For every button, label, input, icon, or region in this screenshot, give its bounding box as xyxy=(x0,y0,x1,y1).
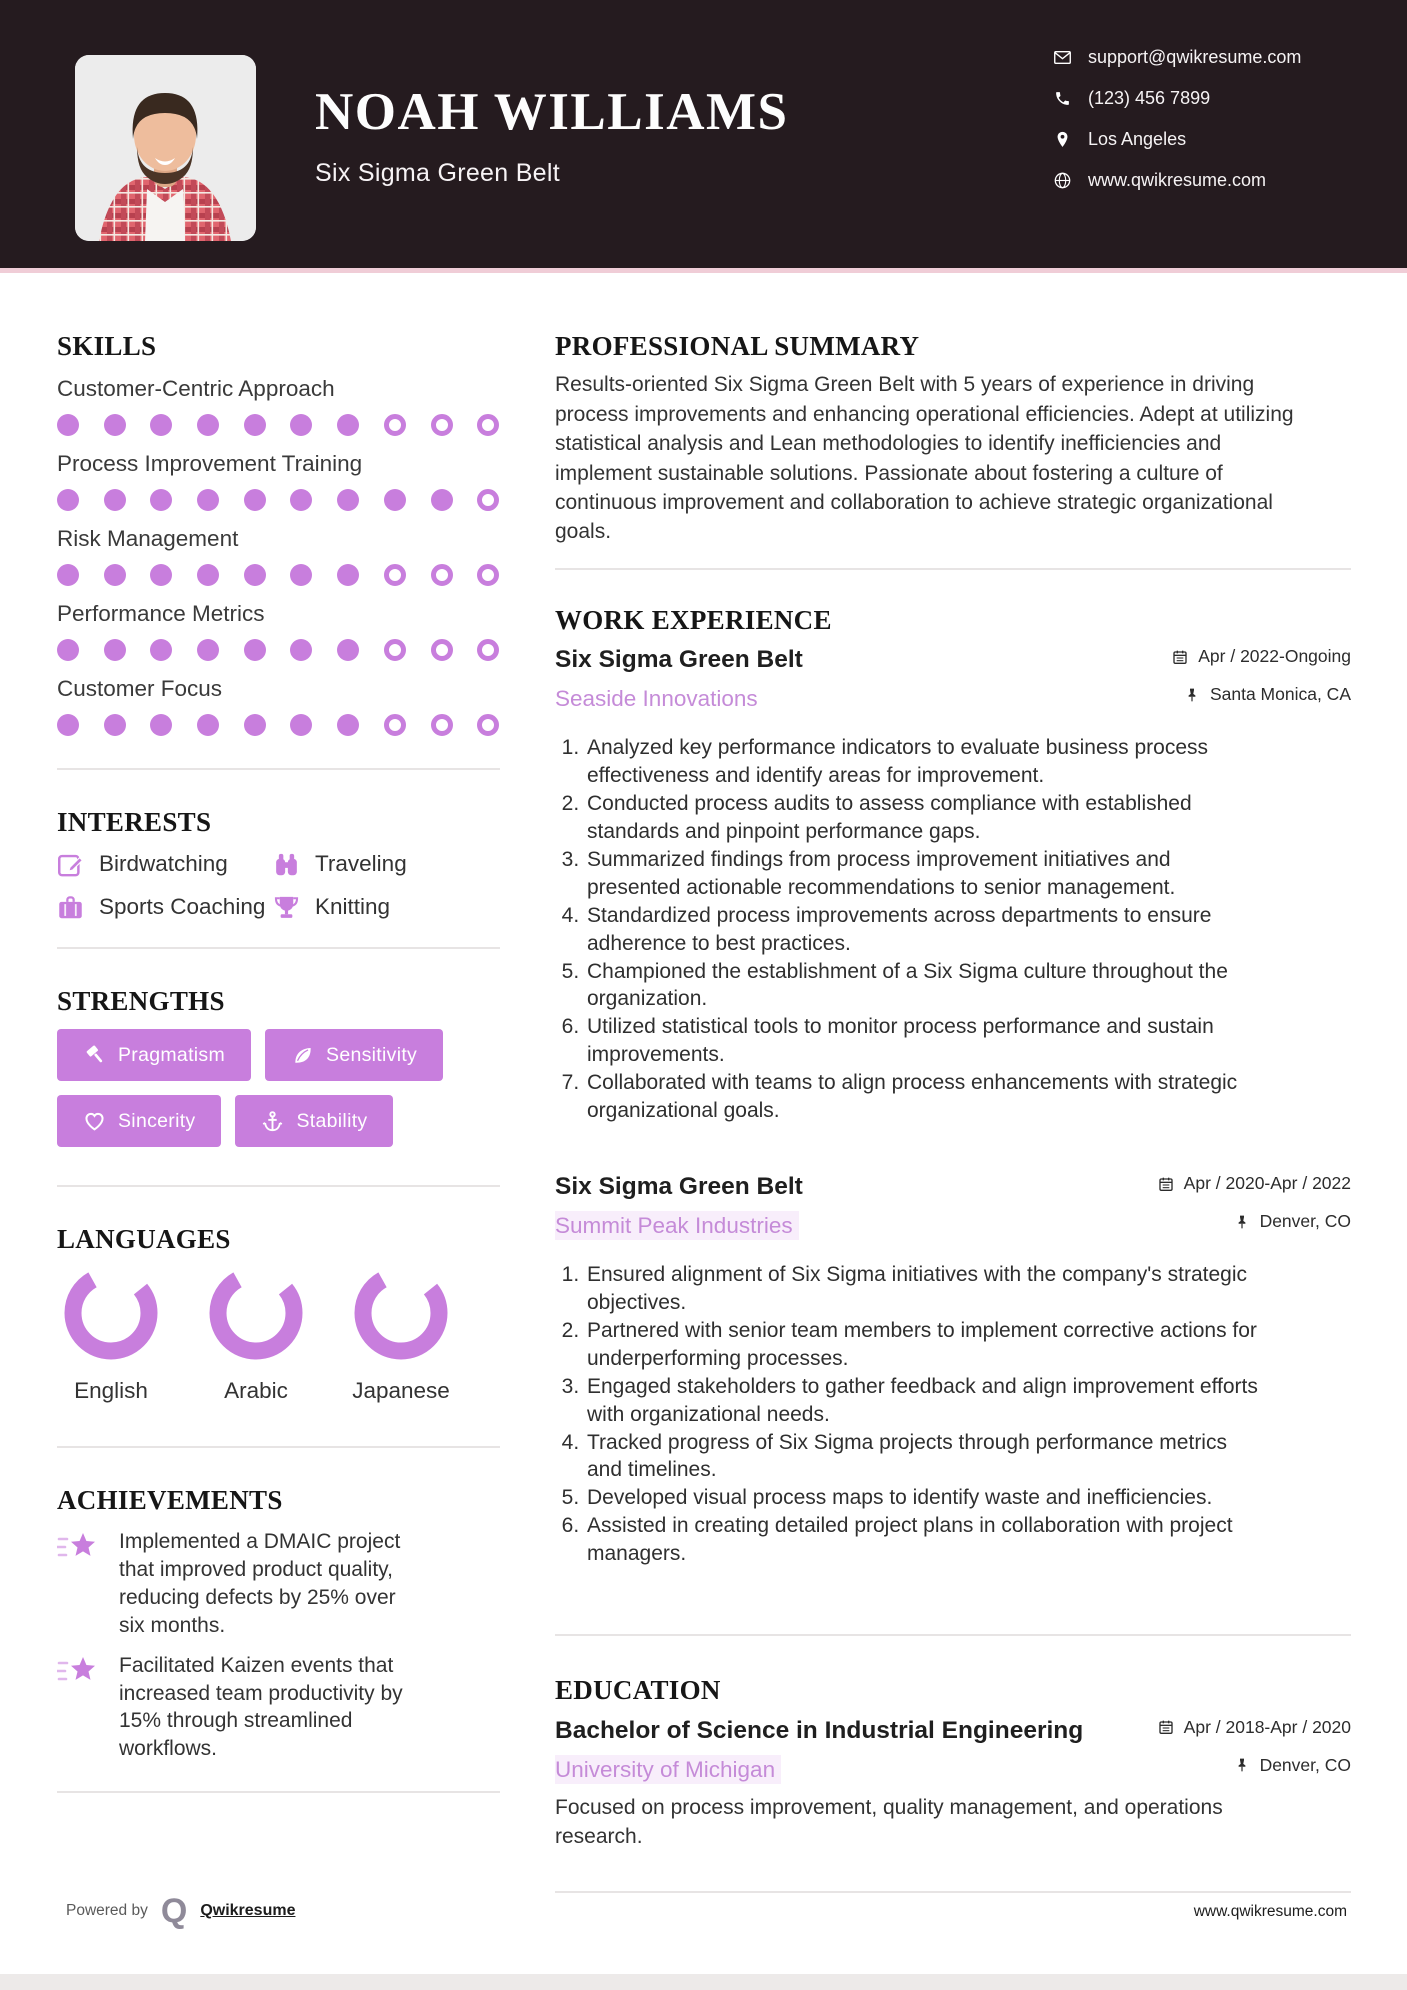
divider xyxy=(555,568,1351,570)
job-header xyxy=(555,646,1351,712)
education-dates: Apr / 2018-Apr / 2020 xyxy=(1183,1716,1351,1737)
skill-rating xyxy=(57,639,500,661)
skill-dot xyxy=(384,489,406,511)
bullet-item: 1. Analyzed key performance indicators to evaluate business process effectiveness and identify areas for improvement. xyxy=(585,734,1260,790)
contact-block xyxy=(1053,47,1301,191)
divider xyxy=(57,1185,500,1187)
bullet-item: 4. Standardized process improvements across departments to ensure adherence to best practices. xyxy=(585,902,1260,958)
bottom-bar xyxy=(0,1974,1407,1990)
experience-heading: WORK EXPERIENCE xyxy=(555,604,832,635)
skill-dot xyxy=(150,639,172,661)
skill-dot xyxy=(337,564,359,586)
job-location: Denver, CO xyxy=(1259,1211,1351,1232)
footer-branding xyxy=(66,1894,295,1928)
pushpin-icon xyxy=(1184,687,1200,703)
skill-dot xyxy=(431,564,453,586)
binoculars-icon xyxy=(273,851,300,878)
skill-rating xyxy=(57,414,500,436)
education-school: University of Michigan xyxy=(555,1755,781,1784)
powered-by-label: Powered by xyxy=(66,1902,148,1919)
job-dates: Apr / 2020-Apr / 2022 xyxy=(1183,1173,1351,1194)
contact-email[interactable] xyxy=(1053,47,1301,68)
job-entry xyxy=(555,1173,1351,1568)
skill-dot xyxy=(384,639,406,661)
job-dates-row xyxy=(1172,646,1351,667)
skill-dot xyxy=(244,564,266,586)
skill-dot xyxy=(431,489,453,511)
footer-website[interactable]: www.qwikresume.com xyxy=(1193,1903,1347,1920)
education-degree: Bachelor of Science in Industrial Engineering xyxy=(555,1716,1084,1744)
language-item xyxy=(64,1266,158,1404)
contact-phone-text: (123) 456 7899 xyxy=(1088,88,1211,108)
job-company: Seaside Innovations xyxy=(555,686,758,712)
skill-dot xyxy=(104,414,126,436)
strength-badge xyxy=(57,1095,221,1147)
contact-website-text: www.qwikresume.com xyxy=(1088,170,1267,190)
skill-dot xyxy=(384,414,406,436)
bullet-item: 6. Assisted in creating detailed project plans in collaboration with project managers. xyxy=(585,1512,1260,1568)
skill-dot xyxy=(197,639,219,661)
skill-dot xyxy=(337,639,359,661)
education-location: Denver, CO xyxy=(1259,1754,1351,1775)
language-label: Japanese xyxy=(352,1377,450,1403)
achievement-text: Implemented a DMAIC project that improved product quality, reducing defects by 25% over six months. xyxy=(119,1529,401,1637)
bullet-item: 4. Tracked progress of Six Sigma projects through performance metrics and timelines. xyxy=(585,1429,1260,1485)
skill-dot xyxy=(150,414,172,436)
job-location-row xyxy=(1158,1211,1351,1232)
person-name: NOAH WILLIAMS xyxy=(315,83,789,141)
skill-dot xyxy=(150,564,172,586)
job-dates-row xyxy=(1158,1173,1351,1194)
bullet-item: 2. Conducted process audits to assess compliance with established standards and pinpoint performance gaps. xyxy=(585,790,1260,846)
bullet-item: 7. Collaborated with teams to align process enhancements with strategic organizational goals. xyxy=(585,1069,1260,1125)
main-column xyxy=(555,273,1351,1893)
header xyxy=(0,0,1407,273)
summary-heading: PROFESSIONAL SUMMARY xyxy=(555,331,920,361)
skill-dot xyxy=(290,639,312,661)
education-description: Focused on process improvement, quality management, and operations research. xyxy=(555,1795,1223,1848)
strength-label: Sincerity xyxy=(118,1109,196,1132)
briefcase-icon xyxy=(57,894,84,921)
education-location-row xyxy=(1158,1755,1351,1776)
bullet-item: 5. Developed visual process maps to identify waste and inefficiencies. xyxy=(585,1484,1260,1512)
education-meta xyxy=(1158,1717,1351,1776)
job-bullets xyxy=(555,1261,1260,1568)
skill-dot xyxy=(197,414,219,436)
achievement-item xyxy=(57,1652,500,1764)
languages-list xyxy=(64,1266,500,1404)
skill-item xyxy=(57,526,500,586)
interest-item xyxy=(273,851,500,878)
identity-block xyxy=(315,83,789,188)
job-meta xyxy=(1158,1173,1351,1232)
calendar-icon xyxy=(1158,1719,1174,1735)
skill-dot xyxy=(150,489,172,511)
skill-item xyxy=(57,676,500,736)
bullet-item: 2. Partnered with senior team members to implement corrective actions for underperforming processes. xyxy=(585,1317,1260,1373)
strength-badge xyxy=(235,1095,393,1147)
language-level-arc xyxy=(209,1266,303,1360)
divider xyxy=(555,1891,1351,1893)
skill-dot xyxy=(477,639,499,661)
skill-dot xyxy=(57,714,79,736)
language-item xyxy=(209,1266,303,1404)
bullet-item: 3. Engaged stakeholders to gather feedback and align improvement efforts with organizational needs. xyxy=(585,1373,1260,1429)
sidebar xyxy=(57,273,500,1793)
job-left xyxy=(555,1173,803,1239)
skill-dot xyxy=(337,714,359,736)
pushpin-icon xyxy=(1234,1757,1250,1773)
education-left xyxy=(555,1717,1083,1783)
skill-dot xyxy=(384,564,406,586)
skill-dot xyxy=(104,714,126,736)
qwikresume-link[interactable]: Qwikresume xyxy=(200,1902,296,1919)
interest-label: Traveling xyxy=(315,851,407,877)
skill-item xyxy=(57,376,500,436)
gavel-icon xyxy=(83,1044,106,1067)
job-location-row xyxy=(1172,684,1351,705)
phone-icon xyxy=(1053,90,1071,108)
skill-dot xyxy=(244,489,266,511)
strength-label: Pragmatism xyxy=(118,1043,226,1066)
divider xyxy=(57,1791,500,1793)
skill-dot xyxy=(57,639,79,661)
job-meta xyxy=(1172,646,1351,705)
skill-dot xyxy=(104,489,126,511)
skill-label: Customer-Centric Approach xyxy=(57,376,335,402)
skill-dot xyxy=(244,714,266,736)
job-dates: Apr / 2022-Ongoing xyxy=(1198,646,1351,667)
job-header xyxy=(555,1173,1351,1239)
languages-heading: LANGUAGES xyxy=(57,1224,231,1255)
skill-rating xyxy=(57,489,500,511)
language-level-arc xyxy=(354,1266,448,1360)
strengths-list xyxy=(57,1029,477,1147)
contact-location[interactable] xyxy=(1053,129,1301,150)
strength-badge xyxy=(57,1029,251,1081)
divider xyxy=(555,1634,1351,1636)
education-dates-row xyxy=(1158,1717,1351,1738)
skill-dot xyxy=(337,414,359,436)
location-icon xyxy=(1053,131,1071,149)
skill-dot xyxy=(244,639,266,661)
skill-dot xyxy=(290,564,312,586)
profile-photo xyxy=(75,55,256,241)
trophy-icon xyxy=(273,894,300,921)
skills-heading: SKILLS xyxy=(57,331,157,361)
skill-dot xyxy=(477,564,499,586)
avatar-illustration xyxy=(75,55,256,241)
skill-item xyxy=(57,451,500,511)
language-item xyxy=(354,1266,448,1404)
skill-label: Process Improvement Training xyxy=(57,451,363,477)
skill-dot xyxy=(290,414,312,436)
job-company: Summit Peak Industries xyxy=(555,1211,799,1240)
interest-label: Knitting xyxy=(315,894,391,920)
skill-dot xyxy=(197,489,219,511)
skill-dot xyxy=(431,639,453,661)
anchor-icon xyxy=(261,1110,284,1133)
skill-label: Customer Focus xyxy=(57,676,223,702)
skill-item xyxy=(57,601,500,661)
pencil-square-icon xyxy=(57,851,84,878)
strength-label: Stability xyxy=(296,1109,368,1132)
interest-label: Birdwatching xyxy=(99,851,228,877)
person-title: Six Sigma Green Belt xyxy=(315,159,560,187)
skill-label: Risk Management xyxy=(57,526,239,552)
email-icon xyxy=(1053,49,1071,67)
skill-dot xyxy=(477,489,499,511)
skill-label: Performance Metrics xyxy=(57,601,265,627)
language-level-arc xyxy=(64,1266,158,1360)
contact-phone[interactable] xyxy=(1053,88,1301,109)
star-icon xyxy=(57,1654,99,1690)
education-heading: EDUCATION xyxy=(555,1675,721,1706)
globe-icon xyxy=(1053,172,1071,190)
job-left xyxy=(555,646,803,712)
education-header xyxy=(555,1717,1351,1783)
skill-dot xyxy=(104,639,126,661)
interests-heading: INTERESTS xyxy=(57,807,212,838)
language-label: English xyxy=(74,1377,148,1403)
skill-rating xyxy=(57,714,500,736)
contact-email-text: support@qwikresume.com xyxy=(1088,47,1302,67)
skill-dot xyxy=(337,489,359,511)
divider xyxy=(57,768,500,770)
interest-label: Sports Coaching xyxy=(99,894,266,920)
leaf-icon xyxy=(291,1044,314,1067)
strength-badge xyxy=(265,1029,443,1081)
skill-rating xyxy=(57,564,500,586)
skill-dot xyxy=(290,489,312,511)
achievement-text: Facilitated Kaizen events that increased team productivity by 15% through streamlined workflows. xyxy=(119,1653,403,1761)
summary-text: Results-oriented Six Sigma Green Belt with 5 years of experience in driving process improvements and enhancing operational efficiencies. Adept at utilizing statistical analysis and Lean methodologies to identify inefficiencies and implement sustainable solutions. Passionate about fostering a culture of continuous improvement and collaboration to achieve strategic organizational goals. xyxy=(555,373,1294,544)
strengths-heading: STRENGTHS xyxy=(57,985,225,1016)
star-icon xyxy=(57,1530,99,1566)
skill-dot xyxy=(290,714,312,736)
skill-dot xyxy=(57,564,79,586)
achievement-item xyxy=(57,1528,500,1640)
strength-label: Sensitivity xyxy=(326,1043,418,1066)
skill-dot xyxy=(384,714,406,736)
interest-item xyxy=(57,894,273,921)
skill-dot xyxy=(197,564,219,586)
skill-dot xyxy=(431,714,453,736)
interests-list xyxy=(57,851,500,921)
skill-dot xyxy=(477,714,499,736)
qwikresume-logo: Q xyxy=(160,1892,188,1930)
achievements-heading: ACHIEVEMENTS xyxy=(57,1484,283,1515)
skill-dot xyxy=(197,714,219,736)
pushpin-icon xyxy=(1234,1214,1250,1230)
job-entry xyxy=(555,646,1351,1125)
bullet-item: 6. Utilized statistical tools to monitor process performance and sustain improvements. xyxy=(585,1013,1260,1069)
bullet-item: 5. Championed the establishment of a Six Sigma culture throughout the organization. xyxy=(585,958,1260,1014)
interest-item xyxy=(273,894,500,921)
divider xyxy=(57,1446,500,1448)
interest-item xyxy=(57,851,273,878)
contact-website[interactable] xyxy=(1053,170,1301,191)
calendar-icon xyxy=(1158,1176,1174,1192)
education-entry xyxy=(555,1717,1351,1852)
calendar-icon xyxy=(1172,649,1188,665)
skill-dot xyxy=(431,414,453,436)
job-location: Santa Monica, CA xyxy=(1209,684,1351,705)
skill-dot xyxy=(477,414,499,436)
contact-location-text: Los Angeles xyxy=(1088,129,1187,149)
skill-dot xyxy=(57,489,79,511)
job-title: Six Sigma Green Belt xyxy=(555,646,803,674)
skill-dot xyxy=(150,714,172,736)
divider xyxy=(57,947,500,949)
job-bullets xyxy=(555,734,1260,1125)
bullet-item: 1. Ensured alignment of Six Sigma initiatives with the company's strategic objectives. xyxy=(585,1261,1260,1317)
heart-icon xyxy=(83,1110,106,1133)
skill-dot xyxy=(244,414,266,436)
job-title: Six Sigma Green Belt xyxy=(555,1173,803,1201)
bullet-item: 3. Summarized findings from process improvement initiatives and presented actionable recommendations to senior management. xyxy=(585,846,1260,902)
skill-dot xyxy=(104,564,126,586)
language-label: Arabic xyxy=(224,1377,288,1403)
skill-dot xyxy=(57,414,79,436)
